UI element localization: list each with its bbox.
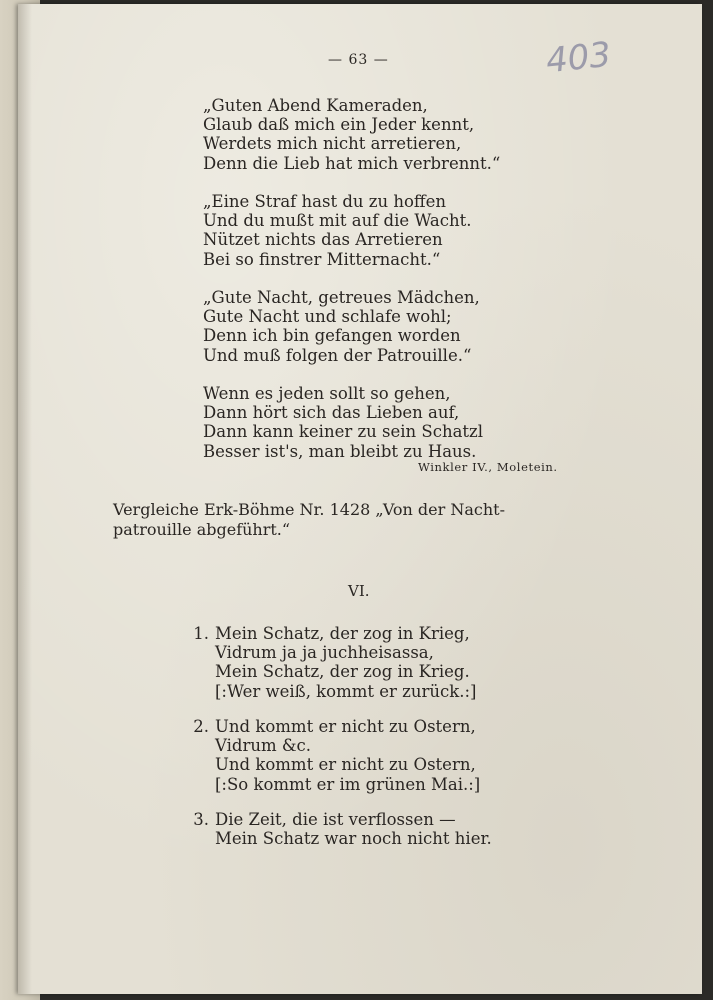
stanza-line: Wenn es jeden sollt so gehen, bbox=[203, 384, 451, 403]
song-verse-1 bbox=[183, 624, 477, 701]
stanza-line: Und muß folgen der Patrouille.“ bbox=[203, 345, 472, 365]
verse-line: Vidrum &c. bbox=[215, 736, 312, 756]
verse-line: Und kommt er nicht zu Ostern, bbox=[215, 755, 476, 775]
page-fold-shadow bbox=[18, 4, 32, 994]
stanza-line: Denn die Lieb hat mich verbrennt.“ bbox=[203, 153, 501, 173]
stanza-line: Gute Nacht und schlafe wohl; bbox=[203, 307, 452, 327]
song-verse-2 bbox=[183, 717, 480, 794]
stanza-1 bbox=[203, 96, 500, 173]
stanza-line: „Guten Abend Kameraden, bbox=[203, 96, 428, 115]
stanza-3 bbox=[203, 288, 480, 365]
stanza-line: Nützet nichts das Arretieren bbox=[203, 230, 443, 250]
verse-number: 2. bbox=[193, 717, 209, 736]
stanza-line: „Eine Straf hast du zu hoffen bbox=[203, 192, 446, 211]
song-verse-3 bbox=[183, 810, 492, 848]
stanza-line: Glaub daß mich ein Jeder kennt, bbox=[203, 115, 475, 135]
page-number: — 63 — bbox=[328, 52, 389, 68]
verse-line: Mein Schatz war noch nicht hier. bbox=[215, 829, 492, 849]
stanza-line: Und du mußt mit auf die Wacht. bbox=[203, 211, 472, 231]
stanza-2 bbox=[203, 192, 472, 269]
verse-number: 1. bbox=[193, 624, 209, 643]
stanza-line: Dann hört sich das Lieben auf, bbox=[203, 403, 460, 423]
verse-line: Mein Schatz, der zog in Krieg, bbox=[215, 624, 470, 643]
comparison-note-line-2: patrouille abgeführt.“ bbox=[113, 520, 291, 539]
verse-line: [:So kommt er im grünen Mai.:] bbox=[215, 774, 481, 794]
document-page bbox=[18, 4, 702, 994]
stanza-line: Denn ich bin gefangen worden bbox=[203, 326, 461, 346]
verse-line: Mein Schatz, der zog in Krieg. bbox=[215, 662, 470, 682]
section-heading: VI. bbox=[348, 582, 370, 600]
handwritten-page-number: 403 bbox=[544, 34, 613, 82]
stanza-4 bbox=[203, 384, 483, 461]
comparison-note-line-1: Vergleiche Erk-Böhme Nr. 1428 „Von der Nacht- bbox=[113, 500, 506, 519]
verse-line: [:Wer weiß, kommt er zurück.:] bbox=[215, 681, 477, 701]
verse-line: Die Zeit, die ist verflossen — bbox=[215, 810, 456, 829]
stanza-line: Dann kann keiner zu sein Schatzl bbox=[203, 422, 484, 442]
stanza-line: Besser ist's, man bleibt zu Haus. bbox=[203, 441, 477, 461]
verse-line: Vidrum ja ja juchheisassa, bbox=[215, 643, 434, 663]
stanza-line: Werdets mich nicht arretieren, bbox=[203, 134, 462, 154]
stanza-line: „Gute Nacht, getreues Mädchen, bbox=[203, 288, 480, 307]
verse-line: Und kommt er nicht zu Ostern, bbox=[215, 717, 476, 736]
stanza-line: Bei so finstrer Mitternacht.“ bbox=[203, 249, 441, 269]
attribution: Winkler IV., Moletein. bbox=[418, 460, 558, 474]
verse-number: 3. bbox=[193, 810, 209, 829]
